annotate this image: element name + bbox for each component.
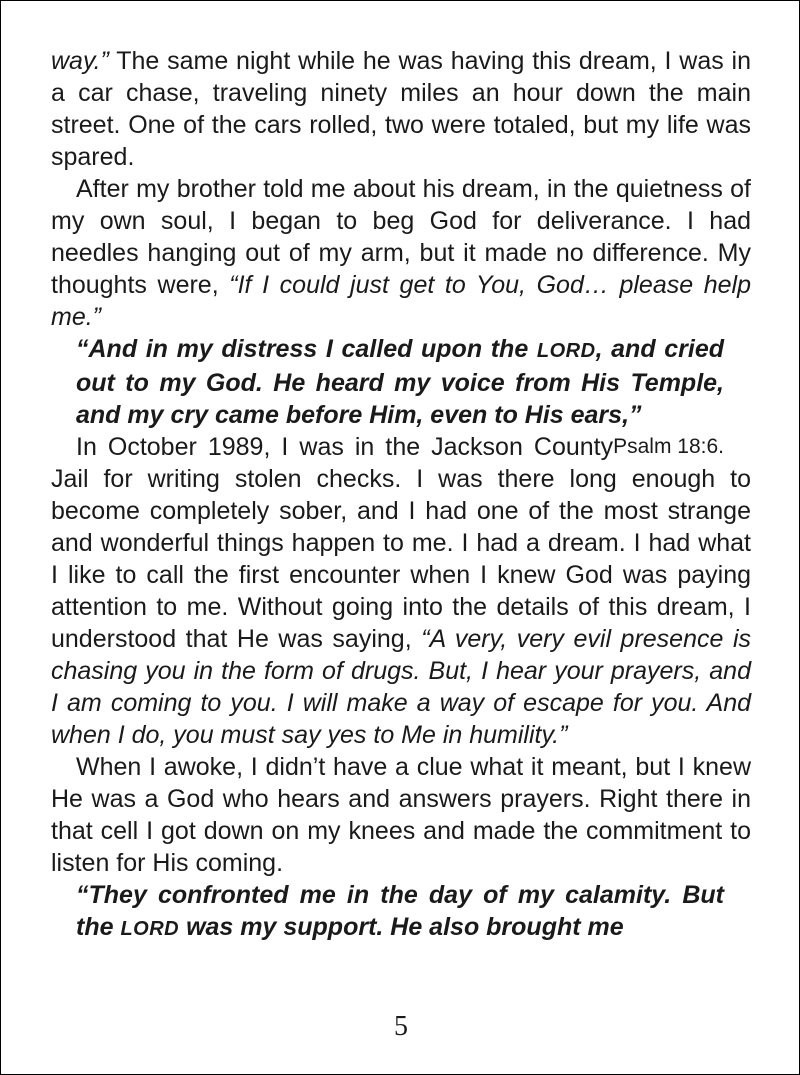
scripture-quote-2 (51, 879, 751, 945)
paragraph-4 (51, 751, 751, 879)
body-text (51, 45, 751, 945)
scripture-reference: Psalm 18:6. (613, 435, 724, 458)
paragraph-3 (51, 431, 751, 751)
paragraph-2 (51, 173, 751, 333)
scripture-2-text-a: “They confronted me in the day of my calamity. But the (76, 881, 724, 941)
scripture-quote-1 (51, 333, 751, 458)
paragraph-2-quote: “If I could just get to You, God… please help me.” (51, 271, 752, 331)
scripture-1-text-b: , and cried out to my God. He heard my voice from His Temple, and my cry came before Him, even to His ears,” (76, 335, 724, 429)
quote-ending: way.” (51, 47, 109, 75)
scripture-1-text-a: “And in my distress I called upon the (76, 335, 537, 363)
paragraph-1-text: The same night while he was having this dream, I was in a car chase, traveling ninety miles an hour down the main street. One of the cars rolled, two were totaled, but my life was spared. (51, 47, 751, 171)
paragraph-4-text: When I awoke, I didn’t have a clue what it meant, but I knew He was a God who hears and answers prayers. Right there in that cell I got down on my knees and made the commitment to listen for His coming. (51, 753, 751, 877)
paragraph-2-text: After my brother told me about his dream, in the quietness of my own soul, I began to beg God for deliverance. I had needles hanging out of my arm, but it made no difference. My thoughts were, (51, 175, 751, 299)
paragraph-3-quote: “A very, very evil presence is chasing you in the form of drugs. But, I hear your prayers, and I am coming to you. I will make a way of escape for you. And when I do, you must say yes to Me in humility.” (51, 625, 752, 749)
page-number: 5 (394, 1011, 408, 1042)
scripture-2-lord: LORD (120, 918, 180, 940)
paragraph-3-text: In October 1989, I was in the Jackson County Jail for writing stolen checks. I was there long enough to become completely sober, and I had one of the most strange and wonderful things happen to me. I had a dream. I had what I like to call the first encounter when I knew God was paying attention to me. Without going into the details of this dream, I understood that He was saying, (51, 433, 751, 653)
scripture-1-lord: LORD (536, 340, 596, 362)
paragraph-1 (51, 45, 751, 173)
scripture-2-text-b: was my support. He also brought me (179, 913, 624, 941)
